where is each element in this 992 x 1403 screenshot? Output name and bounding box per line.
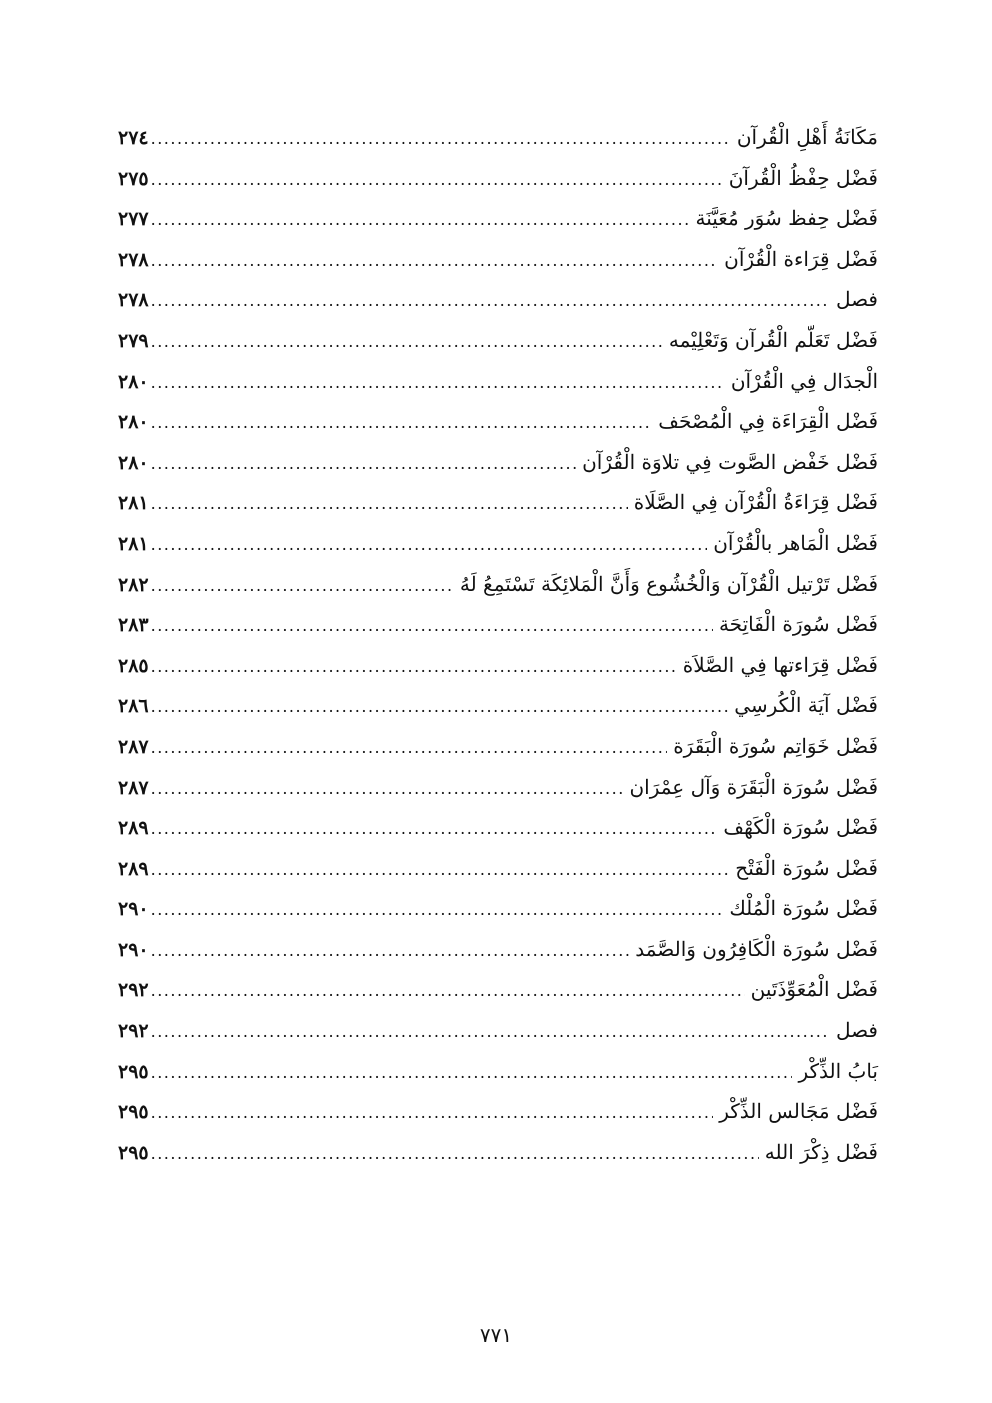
toc-entry-page: ٢٧٨ bbox=[118, 289, 149, 312]
toc-entry-title: فَضْل سُورَة الْفَاتِحَة bbox=[718, 612, 878, 637]
toc-entry bbox=[118, 158, 878, 199]
toc-entry-title: فَضْل سُورَة الْكَافِرُون وَالصَّمَد bbox=[635, 936, 878, 961]
toc-entry-page: ٢٨٠ bbox=[118, 370, 149, 393]
dot-leader bbox=[151, 1053, 793, 1094]
toc-entry-page: ٢٨٠ bbox=[118, 451, 149, 474]
toc-entry bbox=[118, 1132, 878, 1173]
toc-entry-title: فَضْل قِرَاءَةُ الْقُرْآن فِي الصَّلَاة bbox=[633, 490, 878, 515]
toc-entry-page: ٢٨٥ bbox=[118, 654, 149, 677]
toc-entry-page: ٢٧٤ bbox=[118, 127, 149, 149]
dot-leader bbox=[151, 1012, 830, 1053]
dot-leader bbox=[151, 200, 690, 241]
toc-entry bbox=[118, 320, 878, 361]
dot-leader bbox=[151, 403, 653, 444]
toc-entry-title: فَضْل الْمُعَوِّذَتَين bbox=[750, 977, 878, 1002]
dot-leader bbox=[151, 119, 731, 160]
dot-leader bbox=[151, 1093, 714, 1134]
toc-entry-title: مَكَانَةُ أَهْلِ الْقُرآن bbox=[736, 125, 878, 149]
toc-entry-title: فَضْل قِرَاءة الْقُرْآن bbox=[724, 246, 878, 271]
toc-entry bbox=[118, 685, 878, 726]
table-of-contents bbox=[118, 117, 878, 1172]
toc-entry-page: ٢٨٩ bbox=[118, 817, 149, 840]
toc-entry-title: فَضْل حِفْظُ الْقُرآنَ bbox=[728, 165, 878, 190]
toc-entry bbox=[118, 807, 878, 848]
dot-leader bbox=[151, 566, 454, 607]
toc-entry bbox=[118, 239, 878, 280]
toc-entry-title: فَضْل تَرْتيل الْقُرْآن وَالْخُشُوع وَأَنَّ الْمَلائِكَة تَسْتَمِعُ لَهُ bbox=[459, 571, 878, 596]
toc-entry-title: فَضْل قِرَاءتها فِي الصَّلاَة bbox=[682, 652, 878, 677]
toc-entry-page: ٢٧٩ bbox=[118, 329, 149, 352]
toc-entry-title: فَضْل سُورَة الْمُلْك bbox=[729, 896, 878, 921]
toc-entry bbox=[118, 969, 878, 1010]
toc-entry bbox=[118, 482, 878, 523]
dot-leader bbox=[151, 484, 628, 525]
toc-entry-page: ٢٨٦ bbox=[118, 695, 149, 718]
dot-leader bbox=[151, 322, 663, 363]
toc-entry-page: ٢٧٧ bbox=[118, 208, 149, 231]
dot-leader bbox=[151, 728, 668, 769]
toc-entry-title: فَضْل سُورَة الْبَقَرَة وَآل عِمْرَان bbox=[629, 774, 878, 799]
dot-leader bbox=[151, 647, 677, 688]
toc-entry bbox=[118, 1091, 878, 1132]
toc-entry-title: فَضْل خَفْض الصَّوت فِي تلاوَة الْقُرْآن bbox=[582, 449, 878, 474]
dot-leader bbox=[151, 281, 830, 322]
dot-leader bbox=[151, 241, 719, 282]
toc-entry bbox=[118, 848, 878, 889]
toc-entry-page: ٢٩٥ bbox=[118, 1101, 149, 1124]
toc-entry bbox=[118, 604, 878, 645]
toc-entry-title: فَضْل خَوَاتِم سُورَة الْبَقَرَة bbox=[673, 733, 878, 758]
toc-entry-page: ٢٧٥ bbox=[118, 167, 149, 190]
dot-leader bbox=[151, 363, 725, 404]
toc-entry-title: فصل bbox=[835, 287, 878, 312]
toc-entry-title: فَضْل آيَة الْكُرسِي bbox=[734, 693, 878, 718]
dot-leader bbox=[151, 525, 708, 566]
toc-entry-title: بَابُ الذِّكْر bbox=[798, 1058, 878, 1083]
dot-leader bbox=[151, 769, 624, 810]
toc-entry-page: ٢٨٠ bbox=[118, 411, 149, 434]
dot-leader bbox=[151, 1134, 759, 1175]
toc-entry-page: ٢٧٨ bbox=[118, 248, 149, 271]
dot-leader bbox=[151, 971, 745, 1012]
toc-entry-page: ٢٨١ bbox=[118, 532, 149, 555]
toc-entry-title: فَضْل ذِكْرَ الله bbox=[764, 1139, 878, 1164]
toc-entry bbox=[118, 929, 878, 970]
page-number: ٧٧١ bbox=[479, 1323, 513, 1347]
toc-entry-page: ٢٨٩ bbox=[118, 857, 149, 880]
toc-entry bbox=[118, 767, 878, 808]
toc-entry bbox=[118, 1010, 878, 1051]
toc-entry-page: ٢٩٥ bbox=[118, 1141, 149, 1164]
toc-entry-title: فصل bbox=[835, 1018, 878, 1043]
toc-entry bbox=[118, 401, 878, 442]
toc-entry-page: ٢٩٠ bbox=[118, 898, 149, 921]
toc-entry-title: فَضْل سُورَة الْكَهْف bbox=[723, 815, 878, 840]
toc-entry-page: ٢٨٣ bbox=[118, 614, 149, 637]
dot-leader bbox=[151, 687, 729, 728]
dot-leader bbox=[151, 931, 630, 972]
dot-leader bbox=[151, 850, 730, 891]
toc-entry bbox=[118, 442, 878, 483]
toc-entry-title: الْجدَال فِي الْقُرْآن bbox=[730, 368, 878, 393]
toc-entry-title: فَضْل الْقِرَاءَة فِي الْمُصْحَف bbox=[658, 409, 878, 434]
toc-entry-title: فَضْل الْمَاهر بالْقُرْآن bbox=[713, 530, 878, 555]
toc-entry-page: ٢٨٧ bbox=[118, 776, 149, 799]
toc-entry-title: فَضْل مَجَالس الذِّكْر bbox=[719, 1099, 878, 1124]
toc-entry bbox=[118, 198, 878, 239]
toc-entry bbox=[118, 279, 878, 320]
toc-entry bbox=[118, 888, 878, 929]
toc-entry-title: فَضْل سُورَة الْفَتْح bbox=[735, 855, 878, 880]
toc-entry bbox=[118, 645, 878, 686]
toc-entry bbox=[118, 726, 878, 767]
toc-entry-page: ٢٩٥ bbox=[118, 1060, 149, 1083]
dot-leader bbox=[151, 890, 724, 931]
toc-entry-title: فَضْل تَعَلّم الْقُرآن وَتَعْلِيْمه bbox=[668, 327, 878, 352]
toc-entry bbox=[118, 564, 878, 605]
dot-leader bbox=[151, 444, 576, 485]
dot-leader bbox=[151, 160, 723, 201]
toc-entry-page: ٢٩٢ bbox=[118, 979, 149, 1002]
toc-entry-title: فَضْل حِفظ سُوَر مُعَيَّنَة bbox=[695, 206, 878, 231]
dot-leader bbox=[151, 809, 718, 850]
toc-entry-page: ٢٨٢ bbox=[118, 573, 149, 596]
toc-entry-page: ٢٨٧ bbox=[118, 735, 149, 758]
toc-entry-page: ٢٨١ bbox=[118, 492, 149, 515]
toc-entry bbox=[118, 117, 878, 158]
toc-entry-page: ٢٩٠ bbox=[118, 938, 149, 961]
toc-entry bbox=[118, 1051, 878, 1092]
dot-leader bbox=[151, 606, 713, 647]
toc-entry bbox=[118, 523, 878, 564]
toc-entry-page: ٢٩٢ bbox=[118, 1020, 149, 1043]
toc-entry bbox=[118, 361, 878, 402]
